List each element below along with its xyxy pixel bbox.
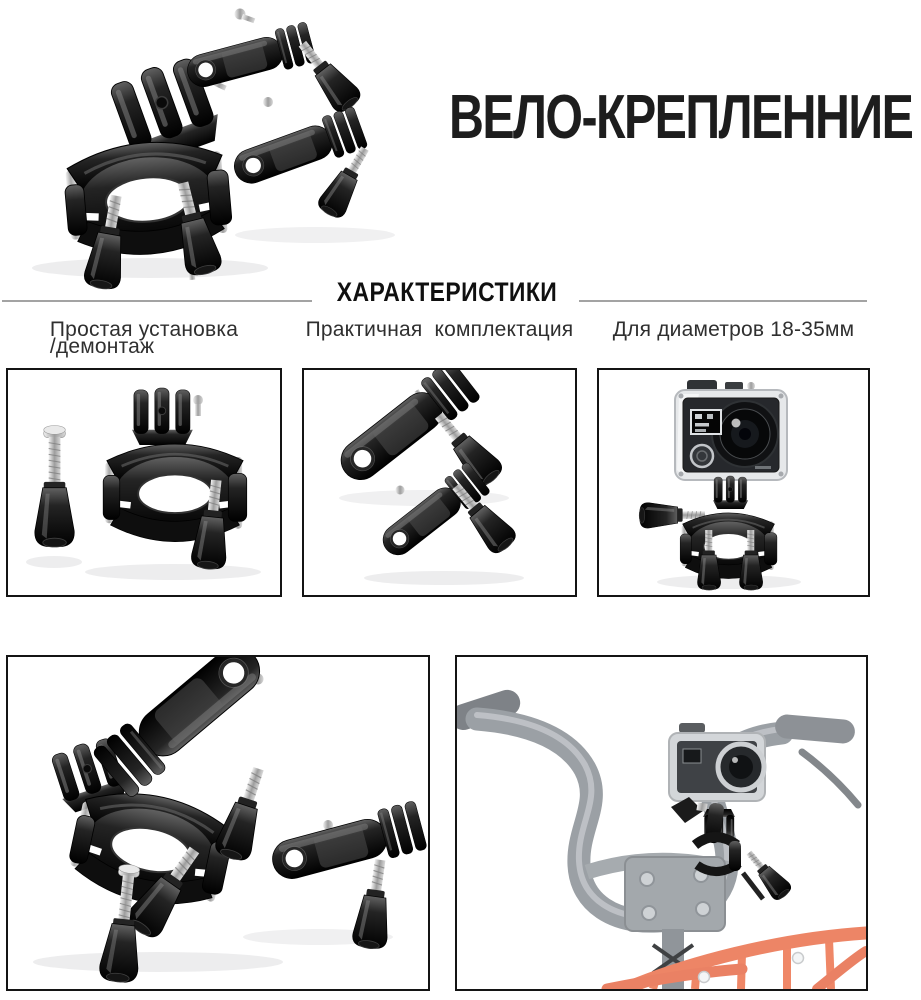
gallery-photo-box-1	[6, 655, 430, 991]
short-extension-arm	[228, 97, 378, 221]
clamp-mount	[639, 476, 779, 590]
long-extension-arm	[183, 9, 364, 116]
bike-basket	[607, 933, 866, 989]
feature-label-line: Для диаметров 18-35мм	[612, 318, 855, 341]
feature-photo-box-2	[302, 368, 577, 597]
action-camera-on-clamp-illustration	[599, 370, 868, 595]
feature-photo-box-3	[597, 368, 870, 597]
feature-label-easy-install	[6, 318, 282, 358]
full-mount-kit-illustration	[8, 657, 428, 989]
long-arm	[330, 370, 506, 492]
gallery-photo-box-2	[455, 655, 868, 991]
camera-on-handlebar-illustration	[457, 657, 866, 989]
bike-mount-kit-illustration	[0, 0, 420, 290]
hero-product-photo	[0, 0, 420, 290]
divider-line-left	[2, 300, 312, 302]
page-title: ВЕЛО-КРЕПЛЕННИЕ	[449, 83, 913, 152]
feature-label-practical-kit	[302, 318, 577, 341]
clamp-assembly	[57, 52, 239, 290]
brake-lever	[802, 752, 858, 805]
clamp-and-thumbscrew-illustration	[8, 370, 280, 595]
section-heading: ХАРАКТЕРИСТИКИ	[336, 277, 558, 307]
divider-line-right	[579, 300, 867, 302]
feature-label-line: /демонтаж	[49, 334, 155, 358]
short-extension-arm	[267, 800, 428, 950]
extension-arms-illustration	[304, 370, 575, 595]
action-camera	[675, 380, 787, 480]
mounted-action-camera	[669, 723, 765, 801]
camera-dial-button	[691, 445, 713, 467]
short-arm	[374, 461, 519, 564]
feature-label-line: Практичная комплектация	[305, 318, 574, 341]
feature-photo-box-1	[6, 368, 282, 597]
feature-label-line: Простая установка	[49, 318, 239, 341]
camera-screen	[691, 410, 721, 434]
feature-label-diameters	[597, 318, 870, 341]
